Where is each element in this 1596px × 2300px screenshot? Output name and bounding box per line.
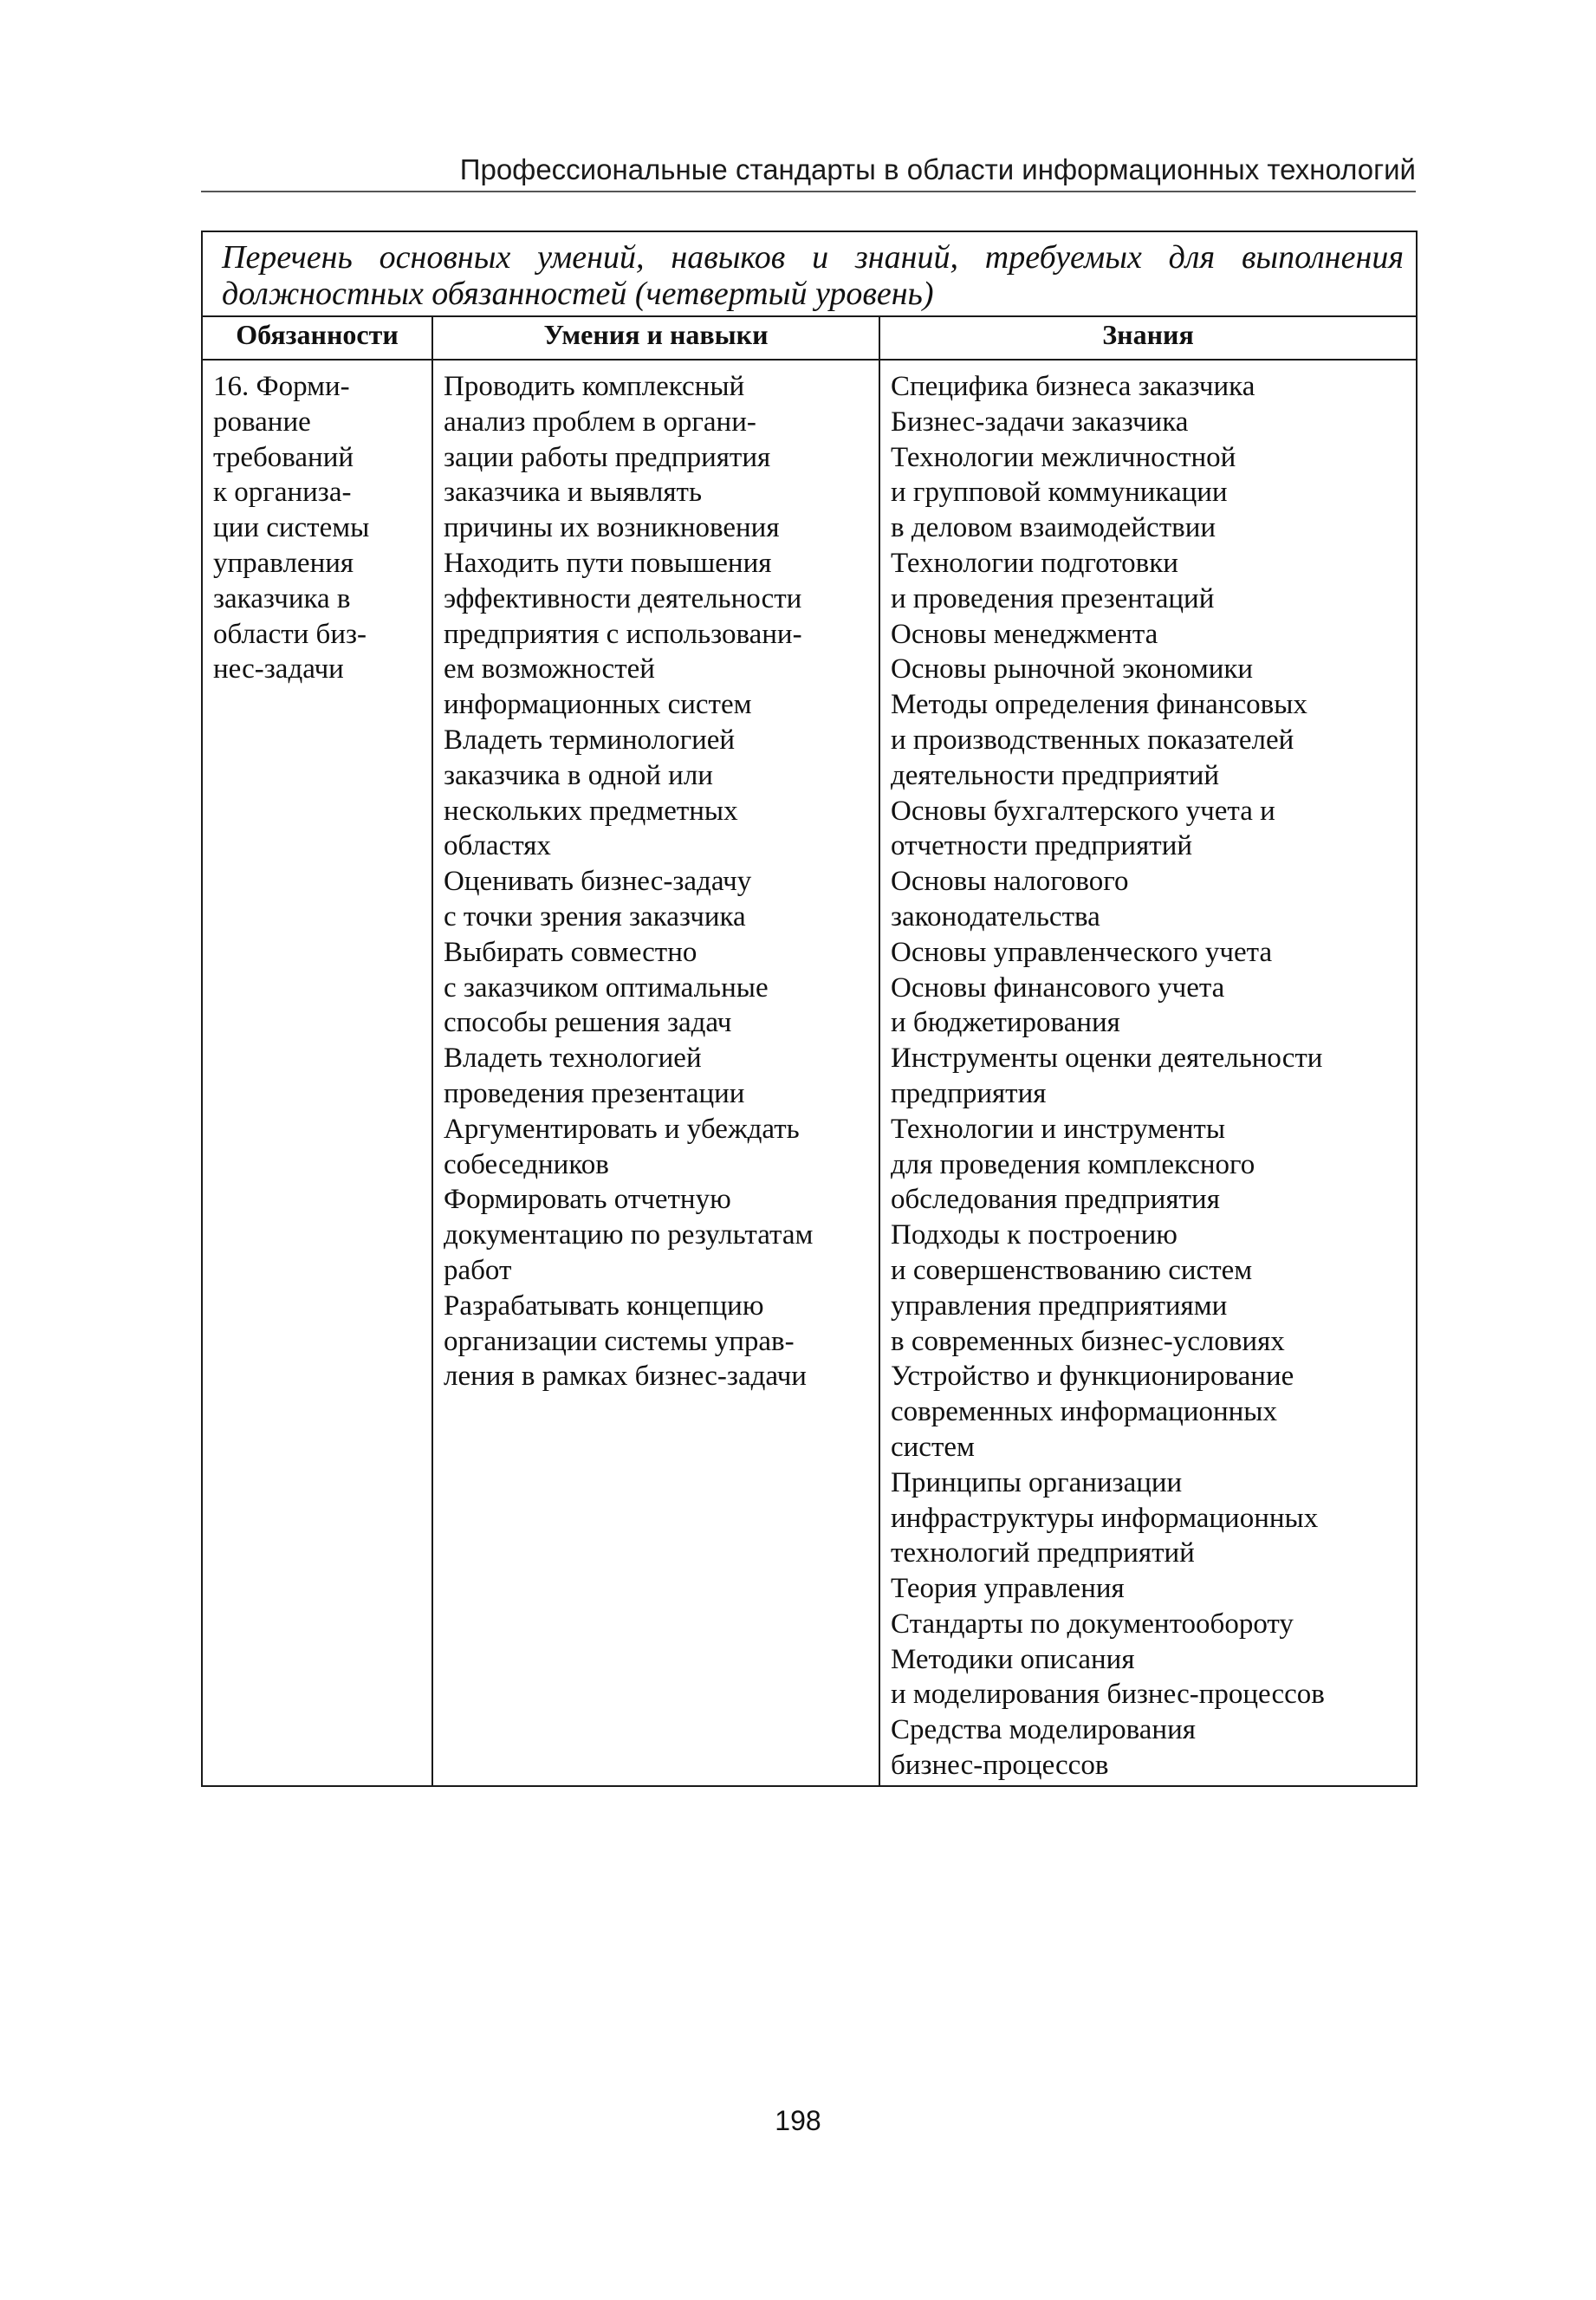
cell-line: Оценивать бизнес-задачу [444, 866, 752, 898]
cell-line: инфраструктуры информационных [891, 1502, 1319, 1534]
cell-line: ции системы [213, 512, 370, 544]
cell-line: работ [444, 1254, 512, 1286]
cell-line: Технологии подготовки [891, 547, 1178, 579]
cell-line: Основы рыночной экономики [891, 653, 1254, 685]
cell-line: управления предприятиями [891, 1290, 1228, 1322]
cell-line: деятельности предприятий [891, 759, 1220, 791]
cell-line: для проведения комплексного [891, 1148, 1255, 1180]
cell-line: рование [213, 406, 311, 438]
cell-line: областях [444, 830, 551, 862]
cell-line: Подходы к построению [891, 1219, 1178, 1251]
column-header-knowledge: Знания [879, 316, 1417, 360]
running-head: Профессиональные стандарты в области информационных технологий [459, 153, 1416, 185]
cell-line: анализ проблем в органи- [444, 406, 756, 438]
cell-line: Основы бухгалтерского учета и [891, 795, 1275, 827]
cell-line: в современных бизнес-условиях [891, 1325, 1285, 1357]
cell-line: Технологии межличностной [891, 441, 1236, 473]
cell-line: законодательства [891, 900, 1100, 932]
cell-line: Формировать отчетную [444, 1184, 731, 1216]
cell-line: Специфика бизнеса заказчика [891, 371, 1255, 402]
cell-line: нес-задачи [213, 653, 344, 685]
cell-line: с заказчиком оптимальные [444, 971, 769, 1004]
cell-line: Выбирать совместно [444, 936, 697, 968]
column-header-duties: Обязанности [202, 316, 432, 360]
cell-line: обследования предприятия [891, 1184, 1220, 1216]
cell-line: и совершенствованию систем [891, 1254, 1253, 1286]
cell-line: зации работы предприятия [444, 441, 771, 473]
cell-line: Технологии и инструменты [891, 1113, 1226, 1145]
cell-line: систем [891, 1431, 975, 1463]
cell-line: Устройство и функционирование [891, 1361, 1294, 1393]
cell-line: информационных систем [444, 689, 752, 721]
cell-line: Основы финансового учета [891, 971, 1225, 1004]
header-rule [201, 191, 1416, 192]
competency-table [201, 231, 1418, 1787]
cell-line: Находить пути повышения [444, 547, 772, 579]
cell-line: предприятия с использовани- [444, 618, 802, 650]
cell-line: организации системы управ- [444, 1325, 795, 1357]
cell-line: и производственных показателей [891, 724, 1294, 756]
cell-line: Принципы организации [891, 1466, 1183, 1498]
cell-line: заказчика в [213, 582, 351, 614]
table-caption: Перечень основных умений, навыков и знаний, требуемых для выполнения должностных обязанностей (четвертый уровень) [202, 231, 1417, 316]
cell-line: к организа- [213, 477, 352, 509]
cell-line: Владеть терминологией [444, 724, 736, 756]
cell-line: современных информационных [891, 1396, 1277, 1428]
column-header-skills: Умения и навыки [432, 316, 879, 360]
cell-line: Основы управленческого учета [891, 936, 1273, 968]
duties-cell [202, 360, 432, 1786]
cell-line: заказчика и выявлять [444, 477, 703, 509]
cell-line: с точки зрения заказчика [444, 900, 746, 932]
cell-line: Владеть технологией [444, 1043, 702, 1075]
table-caption-row [202, 231, 1417, 316]
cell-line: проведения презентации [444, 1077, 745, 1109]
cell-line: документацию по результатам [444, 1219, 814, 1251]
cell-line: Средства моделирования [891, 1714, 1196, 1746]
table-header-row [202, 316, 1417, 360]
cell-line: в деловом взаимодействии [891, 512, 1216, 544]
cell-line: предприятия [891, 1077, 1047, 1109]
cell-line: способы решения задач [444, 1007, 732, 1039]
knowledge-cell [879, 360, 1417, 1786]
cell-line: отчетности предприятий [891, 830, 1193, 862]
cell-line: Методики описания [891, 1643, 1135, 1675]
cell-line: области биз- [213, 618, 367, 650]
cell-line: Основы менеджмента [891, 618, 1158, 650]
cell-line: управления [213, 547, 354, 579]
skills-cell [432, 360, 879, 1786]
cell-line: и проведения презентаций [891, 582, 1215, 614]
cell-line: Бизнес-задачи заказчика [891, 406, 1189, 438]
cell-line: бизнес-процессов [891, 1750, 1109, 1782]
cell-line: Теория управления [891, 1573, 1125, 1605]
cell-line: эффективности деятельности [444, 582, 802, 614]
cell-line: 16. Форми- [213, 371, 350, 402]
cell-line: технологий предприятий [891, 1537, 1195, 1569]
cell-line: заказчика в одной или [444, 759, 713, 791]
cell-line: Методы определения финансовых [891, 689, 1307, 721]
cell-line: Аргументировать и убеждать [444, 1113, 800, 1145]
cell-line: и групповой коммуникации [891, 477, 1228, 509]
cell-line: Разрабатывать концепцию [444, 1290, 764, 1322]
cell-line: и моделирования бизнес-процессов [891, 1679, 1325, 1711]
cell-line: нескольких предметных [444, 795, 738, 827]
cell-line: требований [213, 441, 354, 473]
cell-line: Основы налогового [891, 866, 1129, 898]
cell-line: ем возможностей [444, 653, 655, 685]
cell-line: и бюджетирования [891, 1007, 1120, 1039]
table-row [202, 360, 1417, 1786]
cell-line: Проводить комплексный [444, 371, 745, 402]
cell-line: Инструменты оценки деятельности [891, 1043, 1323, 1075]
page-number: 198 [775, 2105, 821, 2136]
cell-line: ления в рамках бизнес-задачи [444, 1361, 807, 1393]
cell-line: причины их возникновения [444, 512, 780, 544]
cell-line: собеседников [444, 1148, 609, 1180]
cell-line: Стандарты по документообороту [891, 1608, 1294, 1640]
